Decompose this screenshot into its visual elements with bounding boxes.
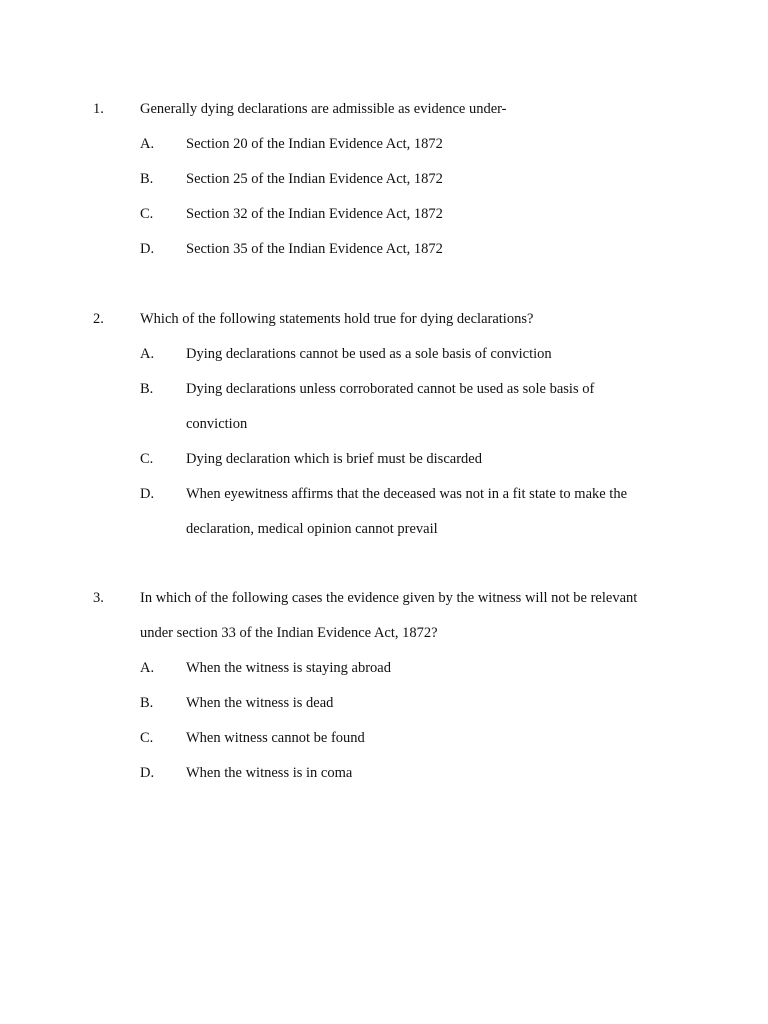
option-text: Dying declarations unless corroborated cannot be used as sole basis of <box>186 381 595 397</box>
option-text: conviction <box>186 416 248 432</box>
question-number: 2. <box>93 311 104 327</box>
option-text: Section 20 of the Indian Evidence Act, 1872 <box>186 136 443 152</box>
option-a <box>0 658 768 693</box>
option-letter: A. <box>140 136 155 152</box>
option-c <box>0 449 768 484</box>
option-text: Section 35 of the Indian Evidence Act, 1872 <box>186 241 443 257</box>
option-text: When eyewitness affirms that the deceased was not in a fit state to make the <box>186 486 628 502</box>
option-b <box>0 379 768 414</box>
option-text: When witness cannot be found <box>186 730 365 746</box>
question-3 <box>0 588 768 798</box>
option-letter: C. <box>140 451 154 467</box>
option-d <box>0 484 768 519</box>
option-a <box>0 134 768 169</box>
option-b-continuation <box>0 414 768 449</box>
option-text: Dying declaration which is brief must be discarded <box>186 451 482 467</box>
option-b <box>0 693 768 728</box>
question-stem <box>0 309 768 344</box>
option-text: Dying declarations cannot be used as a sole basis of conviction <box>186 346 552 362</box>
question-text: In which of the following cases the evidence given by the witness will not be relevant <box>140 590 638 606</box>
option-letter: C. <box>140 730 154 746</box>
option-letter: B. <box>140 171 154 187</box>
question-text: Which of the following statements hold true for dying declarations? <box>140 311 534 327</box>
option-a <box>0 344 768 379</box>
option-d <box>0 763 768 798</box>
option-text: When the witness is staying abroad <box>186 660 391 676</box>
option-letter: B. <box>140 381 154 397</box>
option-text: Section 32 of the Indian Evidence Act, 1872 <box>186 206 443 222</box>
question-2 <box>0 309 768 554</box>
option-letter: D. <box>140 486 155 502</box>
question-text: Generally dying declarations are admissible as evidence under- <box>140 101 507 117</box>
question-text: under section 33 of the Indian Evidence Act, 1872? <box>140 625 438 641</box>
option-letter: D. <box>140 765 155 781</box>
option-text: When the witness is in coma <box>186 765 353 781</box>
option-letter: B. <box>140 695 154 711</box>
option-c <box>0 728 768 763</box>
option-text: declaration, medical opinion cannot prevail <box>186 521 438 537</box>
question-stem <box>0 588 768 623</box>
option-d-continuation <box>0 519 768 554</box>
question-1 <box>0 99 768 274</box>
option-c <box>0 204 768 239</box>
question-number: 3. <box>93 590 104 606</box>
question-stem-continuation <box>0 623 768 658</box>
option-b <box>0 169 768 204</box>
option-text: When the witness is dead <box>186 695 334 711</box>
option-letter: D. <box>140 241 155 257</box>
question-number: 1. <box>93 101 104 117</box>
question-stem <box>0 99 768 134</box>
option-letter: C. <box>140 206 154 222</box>
option-text: Section 25 of the Indian Evidence Act, 1872 <box>186 171 443 187</box>
option-letter: A. <box>140 346 155 362</box>
option-d <box>0 239 768 274</box>
option-letter: A. <box>140 660 155 676</box>
